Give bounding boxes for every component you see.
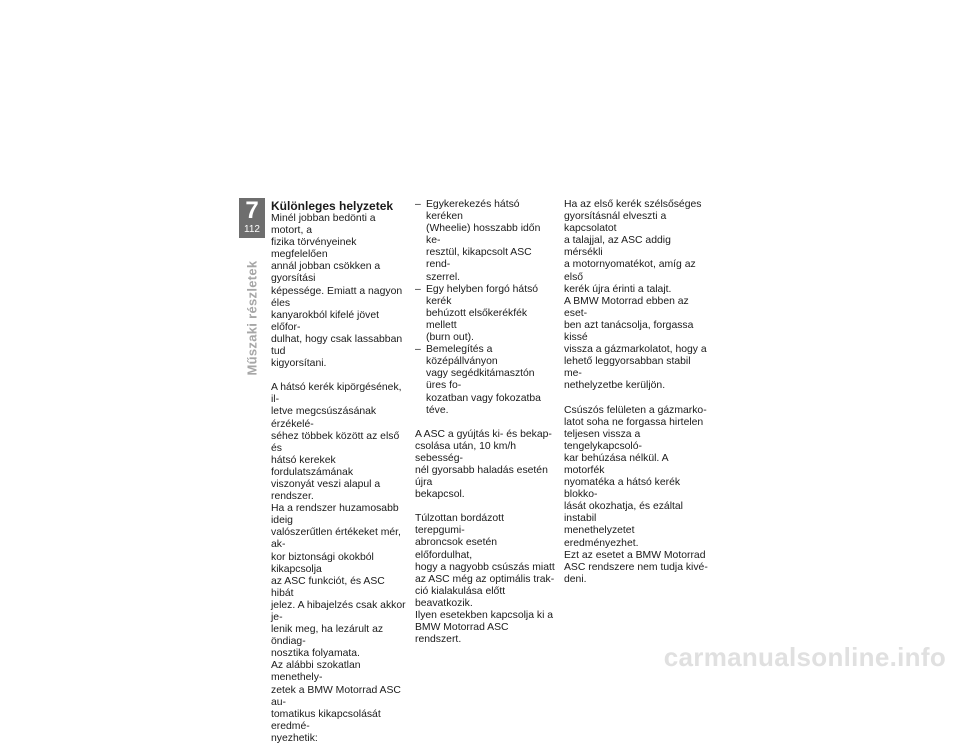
section-side-label: Műszaki részletek: [244, 260, 260, 376]
column-2: [415, 199, 555, 646]
paragraph: Ha az első kerék szélsőséges gyorsításnál elveszti a kapcsolatot a talajjal, az ASC addig mérsékli a motornyomatékot, amíg az első kerék újra érinti a talajt. A BMW Motorrad ebben az eset- ben azt tanácsolja, forgassa kissé vissza a gázmarkolatot, hogy a lehető leggyorsabban stabil me- nethelyzetbe kerüljön.: [564, 199, 707, 392]
column-3: [564, 199, 710, 586]
paragraph: Csúszós felületen a gázmarko- latot soha ne forgassa hirtelen teljesen vissza a tengelykapcsoló- kar behúzása nélkül. A motorfék nyomatéka a hátsó kerék blokko- lását okozhatja, és ezáltal instabil menethelyzetet eredményezhet. Ezt az esetet a BMW Motorrad ASC rendszere nem tudja kivé- deni.: [564, 404, 708, 585]
list-item: – Egy helyben forgó hátsó kerék behúzott elsőkerékfék mellett (burn out).: [415, 284, 555, 344]
paragraph: Minél jobban bedönti a motort, a fizika törvényeinek megfelelően annál jobban csökken a gyorsítási képessége. Emiatt a nagyon éles kanyarokból kifelé jövet előfor- dulhat, hogy csak lassabban tud kigyorsítani.: [271, 213, 403, 370]
list-item: – Bemelegítés a középállványon vagy segédkitámasztón üres fo- kozatban vagy fokozatba téve.: [415, 344, 555, 417]
list-item: – Egykerekezés hátsó keréken (Wheelie) hosszabb időn ke- resztül, kikapcsolt ASC rend- szerrel.: [415, 199, 555, 284]
paragraph: A hátsó kerék kipörgésének, il- letve megcsúszásának érzékelé- séhez többek között az első és hátsó kerekek fordulatszámának viszonyát veszi alapul a rendszer. Ha a rendszer huzamosabb ideig valószerűtlen értékeket mér, ak- kor biztonsági okokból kikapcsolja az ASC funkciót, és ASC hibát jelez. A hibajelzés csak akkor je- lenik meg, ha lezárult az öndiag- nosztika folyamata. Az alábbi szokatlan menethely- zetek a BMW Motorrad ASC au- tomatikus kikapcsolását eredmé- nyezhetik:: [271, 382, 406, 744]
condition-list: [415, 199, 555, 417]
paragraph: Túlzottan bordázott terepgumi- abroncsok esetén előfordulhat, hogy a nagyobb csúszás miatt az ASC még az optimális trak- ció kialakulása előtt beavatkozik. Ilyen esetekben kapcsolja ki a BMW Motorrad ASC rendszert.: [415, 513, 555, 646]
column-1: [271, 199, 409, 745]
watermark: carmanualsonline.info: [663, 642, 946, 672]
paragraph: A ASC a gyújtás ki- és bekap- csolása után, 10 km/h sebesség- nél gyorsabb haladás esetén újra bekapcsol.: [415, 428, 552, 501]
section-title: Különleges helyzetek: [271, 199, 394, 213]
chapter-marker: [239, 198, 265, 238]
page-number: 112: [244, 224, 260, 235]
chapter-number: 7: [245, 197, 259, 224]
